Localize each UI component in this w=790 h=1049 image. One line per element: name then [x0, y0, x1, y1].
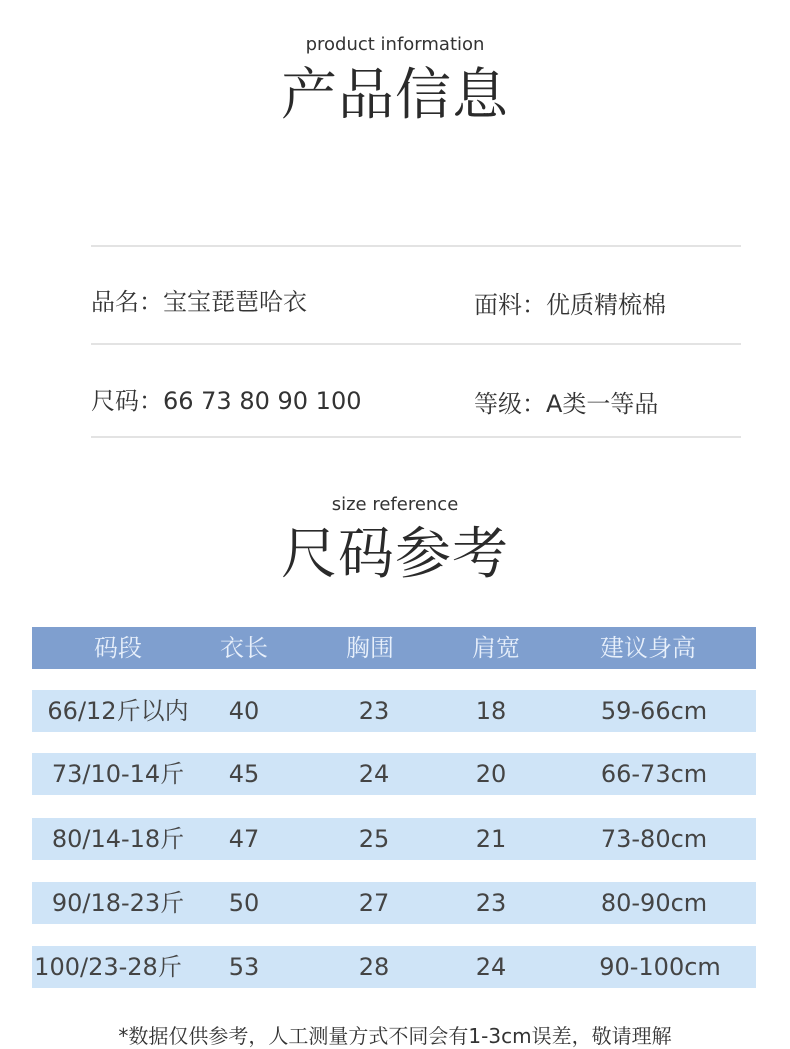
- header-shoulder: 肩宽: [472, 634, 520, 662]
- cell-length: 53: [228, 953, 260, 981]
- cell-chest: 25: [358, 825, 390, 853]
- size-reference-title: 尺码参考: [281, 522, 509, 587]
- table-row: [32, 818, 756, 860]
- header-height: 建议身高: [600, 634, 696, 662]
- product-material: 面料：优质精梳棉: [474, 291, 666, 319]
- table-row: [32, 946, 756, 988]
- product-grade: 等级：A类一等品: [474, 390, 659, 418]
- cell-shoulder: 20: [475, 760, 507, 788]
- measurement-note: *数据仅供参考，人工测量方式不同会有1-3cm误差，敬请理解: [118, 1024, 672, 1048]
- cell-height: 59-66cm: [600, 697, 708, 725]
- header-size-range: 码段: [94, 634, 142, 662]
- cell-size-range: 73/10-14斤: [51, 760, 185, 788]
- product-sizes: 尺码：66 73 80 90 100: [91, 387, 362, 415]
- cell-chest: 24: [358, 760, 390, 788]
- size-reference-subtitle: size reference: [331, 494, 459, 515]
- cell-shoulder: 24: [475, 953, 507, 981]
- cell-height: 90-100cm: [599, 953, 721, 981]
- size-table-header: [32, 627, 756, 669]
- cell-length: 45: [228, 760, 260, 788]
- header-length: 衣长: [220, 634, 268, 662]
- divider: [91, 343, 741, 345]
- cell-chest: 23: [358, 697, 390, 725]
- product-info-title: 产品信息: [281, 63, 509, 128]
- product-name: 品名：宝宝琵琶哈衣: [91, 288, 307, 316]
- cell-size-range: 90/18-23斤: [51, 889, 185, 917]
- cell-length: 50: [228, 889, 260, 917]
- cell-height: 80-90cm: [600, 889, 708, 917]
- table-row: [32, 753, 756, 795]
- cell-chest: 28: [358, 953, 390, 981]
- cell-shoulder: 21: [475, 825, 507, 853]
- cell-height: 73-80cm: [600, 825, 708, 853]
- divider: [91, 436, 741, 438]
- cell-chest: 27: [358, 889, 390, 917]
- table-row: [32, 690, 756, 732]
- cell-length: 40: [228, 697, 260, 725]
- header-chest: 胸围: [346, 634, 394, 662]
- cell-shoulder: 18: [475, 697, 507, 725]
- product-info-subtitle: product information: [305, 34, 485, 55]
- cell-length: 47: [228, 825, 260, 853]
- table-row: [32, 882, 756, 924]
- divider: [91, 245, 741, 247]
- cell-shoulder: 23: [475, 889, 507, 917]
- cell-size-range: 80/14-18斤: [51, 825, 185, 853]
- cell-size-range: 66/12斤以内: [47, 697, 189, 725]
- cell-height: 66-73cm: [600, 760, 708, 788]
- cell-size-range: 100/23-28斤: [34, 953, 182, 981]
